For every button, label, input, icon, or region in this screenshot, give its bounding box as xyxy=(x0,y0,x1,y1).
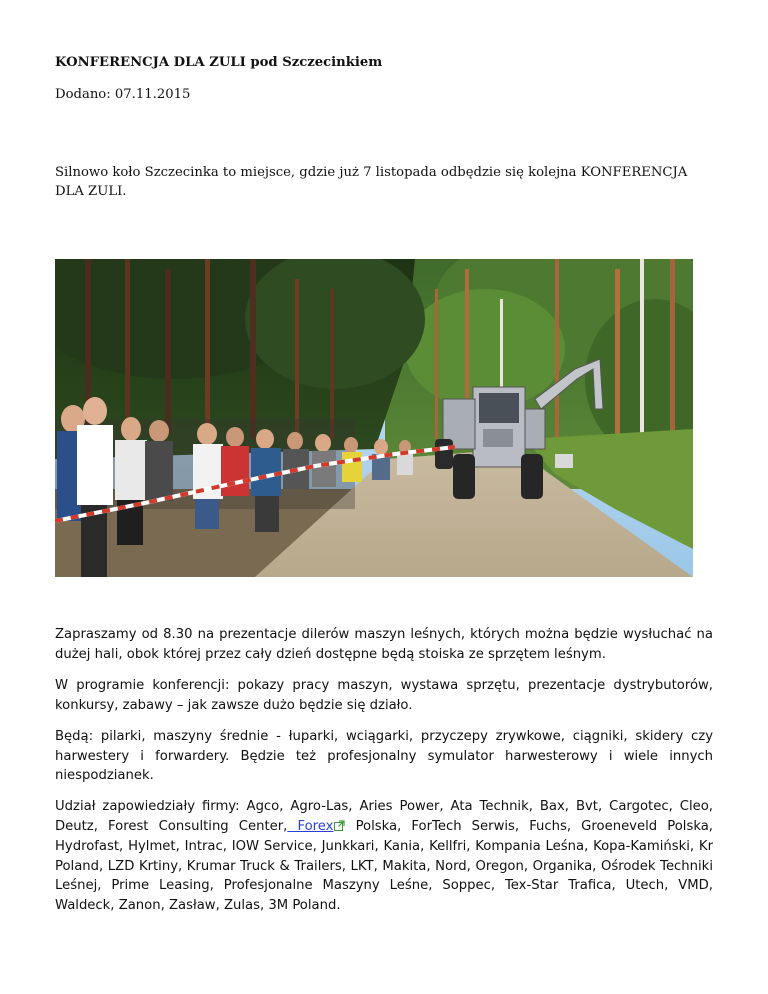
forex-link-label: Forex xyxy=(287,818,334,834)
published-date: Dodano: 07.11.2015 xyxy=(55,87,191,102)
companies-text-start: Udział zapowiedziały firmy: Agco, Agro-Las, Aries Power, Ata Technik, Bax, Bvt, Cargotec, Cleo, Deutz, Forest Consulting Center, xyxy=(55,799,713,834)
paragraph-invitation: Zapraszamy od 8.30 na prezentacje dilerów maszyn leśnych, których można będzie wysłuchać na dużej hali, obok której przez cały dzień dostępne będą stoiska ze sprzętem leśnym. xyxy=(55,627,713,662)
event-photo xyxy=(55,259,693,577)
article-title: KONFERENCJA DLA ZULI pod Szczecinkiem xyxy=(55,55,383,70)
paragraph-program: W programie konferencji: pokazy pracy maszyn, wystawa sprzętu, prezentacje dystrybutorów, konkursy, zabawy – jak zawsze dużo będzie się działo. xyxy=(55,678,713,713)
forex-link[interactable] xyxy=(287,819,345,834)
paragraph-companies xyxy=(55,797,713,915)
companies-text-end: Polska, ForTech Serwis, Fuchs, Groeneveld Polska, Hydrofast, Hylmet, Intrac, IOW Service, Junkkari, Kania, Kellfri, Kompania Leśna, Kopa-Kamiński, Kr Poland, LZD Krtiny, Krumar Truck & Trailers, LKT, Makita, Nord, Oregon, Organika, Ośrodek Techniki Leśnej, Prime Leasing, Profesjonalne Maszyny Leśne, Soppec, Tex-Star Trafica, Utech, VMD, Waldeck, Zanon, Zasław, Zulas, 3M Poland. xyxy=(55,818,714,913)
paragraph-equipment: Będą: pilarki, maszyny średnie - łuparki, wciągarki, przyczepy zrywkowe, ciągniki, skidery czy harwestery i forwardery. Będzie też profesjonalny symulator harwesterowy i wiele innych niespodzianek. xyxy=(55,729,713,783)
intro-paragraph: Silnowo koło Szczecinka to miejsce, gdzie już 7 listopada odbędzie się kolejna KONFERENCJA DLA ZULI. xyxy=(55,165,688,199)
external-link-icon xyxy=(334,818,345,838)
forest-machine-demo-photo xyxy=(55,259,693,577)
